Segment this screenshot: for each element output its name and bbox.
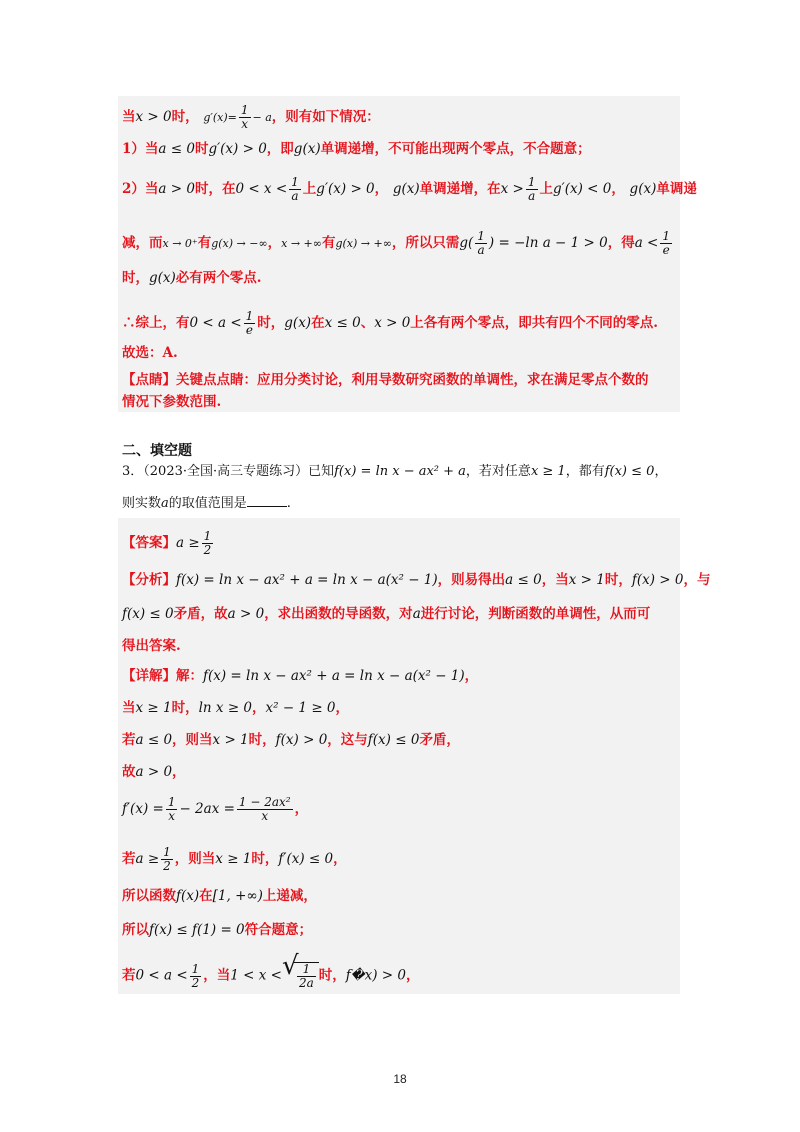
detail-line: 若a ≤ 0，则当x > 1时，f(x) > 0，这与f(x) ≤ 0矛盾，	[122, 732, 460, 748]
solution-line: 时，g(x)必有两个零点.	[122, 270, 262, 286]
question-line: 则实数a的取值范围是 .	[122, 496, 291, 511]
solution-line: 减，而x → 0⁺有g(x) → −∞，x → +∞有g(x) → +∞，所以只需g( $\frac{1}{a}$ ) = −ln a − 1 > 0，得a < $\frac{1}{e}$	[122, 229, 671, 257]
detail-line: 当x ≥ 1时，ln x ≥ 0，x² − 1 ≥ 0，	[122, 700, 350, 716]
solution-line: 当x > 0时， g′(x)= $\frac{1}{x}$ − a，则有如下情况：	[122, 103, 380, 131]
solution-line: 2）当a > 0时，在0 < x < $\frac{1}{a}$ 上g′(x) > 0， g(x)单调递增，在x > $\frac{1}{a}$ 上g′(x) < 0， g(x)单调递	[122, 175, 697, 203]
analysis-line: 【分析】f(x) = ln x − ax² + a = ln x − a(x² − 1)，则易得出a ≤ 0，当x > 1时，f(x) > 0，与	[122, 572, 711, 588]
detail-line: 所以函数f(x)在[1, +∞)上递减，	[122, 888, 317, 904]
answer-line: 【答案】a ≥ $\frac{1}{2}$	[122, 529, 212, 557]
detail-line: 若a ≥ $\frac{1}{2}$ ，则当x ≥ 1时，f′(x) ≤ 0，	[122, 845, 347, 873]
key-point-line: 情况下参数范围.	[122, 394, 222, 410]
solution-line: 1）当a ≤ 0时g′(x) > 0，即g(x)单调递增，不可能出现两个零点，不合题意；	[122, 141, 591, 157]
key-point-line: 【点睛】关键点点睛：应用分类讨论，利用导数研究函数的单调性，求在满足零点个数的	[122, 372, 649, 388]
analysis-line: f(x) ≤ 0矛盾，故a > 0，求出函数的导函数，对a进行讨论，判断函数的单调性，从而可	[122, 606, 651, 622]
answer-blank	[247, 506, 287, 507]
detail-line: 若0 < a < $\frac{1}{2}$ ，当1 < x < √ $\frac{1}{2a}$ 时，f�x) > 0，	[122, 951, 420, 990]
analysis-line: 得出答案.	[122, 638, 181, 654]
detail-line: f′(x) = $\frac{1}{x}$ − 2ax = $\frac{\text{1 − 2ax²}}{x}$ ，	[122, 795, 309, 823]
section-title: 二、填空题	[122, 443, 192, 459]
detail-line: 所以f(x) ≤ f(1) = 0符合题意；	[122, 922, 313, 938]
question-line: 3．（2023·全国·高三专题练习）已知f(x) = ln x − ax² + a，若对任意x ≥ 1，都有f(x) ≤ 0，	[122, 464, 668, 479]
detail-line: 【详解】解：f(x) = ln x − ax² + a = ln x − a(x² − 1)，	[122, 668, 479, 684]
solution-line: ∴综上，有0 < a < $\frac{1}{e}$ 时，g(x)在x ≤ 0、x > 0上各有两个零点，即共有四个不同的零点.	[122, 309, 658, 337]
solution-line: 故选：A.	[122, 345, 178, 361]
detail-line: 故a > 0，	[122, 764, 186, 780]
page-number: 18	[393, 1072, 407, 1086]
sqrt-expression: √ $\frac{1}{2a}$	[282, 962, 319, 990]
